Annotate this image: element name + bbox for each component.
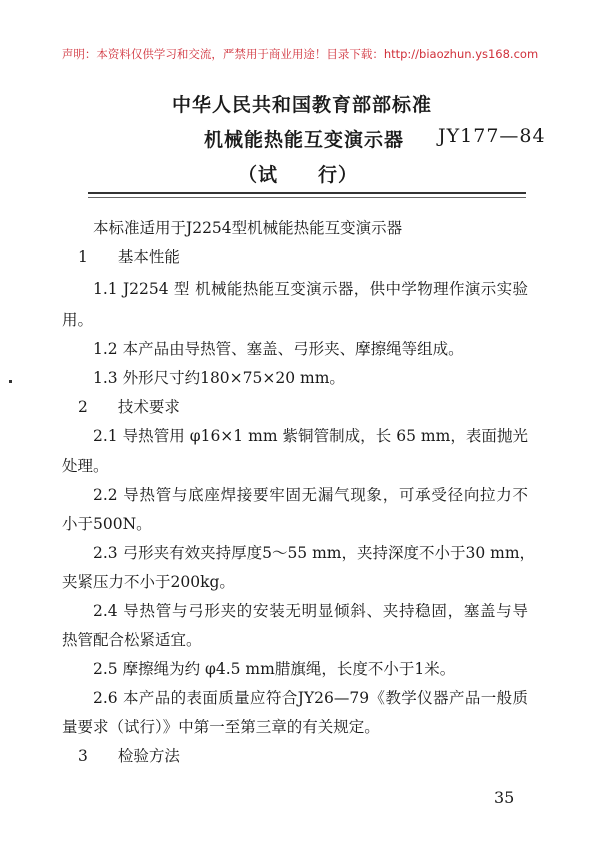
section-1-heading (78, 247, 180, 267)
copyright-notice: 声明：本资料仅供学习和交流，严禁用于商业用途！目录下载：http://biaozhun.ys168.com (61, 47, 539, 61)
clause-2-6: 2.6 本产品的表面质量应符合JY26—79《教学仪器产品一般质 (93, 689, 528, 707)
document-title: 机械能热能互变演示器 (204, 129, 405, 151)
clause-2-6-cont: 量要求（试行）》中第一至第三章的有关规定。 (62, 718, 380, 736)
section-2-heading (78, 397, 180, 417)
intro-paragraph: 本标准适用于J2254型机械能热能互变演示器 (93, 219, 403, 237)
scan-speck (9, 380, 12, 383)
section-number: 1 (78, 248, 88, 266)
clause-2-3: 2.3 弓形夹有效夹持厚度5～55 mm，夹持深度不小于30 mm， (93, 544, 536, 562)
clause-2-3-cont: 夹紧压力不小于200kg。 (62, 573, 235, 591)
standard-code: JY177—84 (438, 125, 546, 147)
clause-2-5: 2.5 摩擦绳为约 φ4.5 mm腊旗绳，长度不小于1米。 (93, 660, 456, 678)
clause-1-1-cont: 用。 (62, 311, 94, 329)
section-title: 检验方法 (117, 747, 180, 765)
trial-status: （试 行） (238, 164, 359, 186)
section-title: 技术要求 (117, 398, 180, 416)
section-title: 基本性能 (117, 248, 180, 266)
section-number: 3 (78, 747, 88, 765)
clause-2-4-cont: 热管配合松紧适宜。 (62, 631, 202, 649)
clause-2-4: 2.4 导热管与弓形夹的安装无明显倾斜、夹持稳固，塞盖与导 (93, 602, 528, 620)
header-rule-thin (88, 197, 526, 198)
issuing-org: 中华人民共和国教育部部标准 (172, 94, 433, 116)
section-3-heading (78, 746, 180, 766)
clause-1-3: 1.3 外形尺寸约180×75×20 mm。 (93, 369, 345, 387)
page-number: 35 (494, 788, 515, 807)
clause-2-1: 2.1 导热管用 φ16×1 mm 紫铜管制成，长 65 mm，表面抛光 (93, 427, 528, 445)
clause-1-1: 1.1 J2254 型 机械能热能互变演示器，供中学物理作演示实验 (93, 280, 528, 298)
section-number: 2 (78, 398, 88, 416)
clause-2-2: 2.2 导热管与底座焊接要牢固无漏气现象，可承受径向拉力不 (93, 486, 528, 504)
clause-2-2-cont: 小于500N。 (62, 515, 152, 533)
clause-1-2: 1.2 本产品由导热管、塞盖、弓形夹、摩擦绳等组成。 (93, 340, 464, 358)
clause-2-1-cont: 处理。 (62, 457, 109, 475)
header-rule (88, 192, 526, 194)
